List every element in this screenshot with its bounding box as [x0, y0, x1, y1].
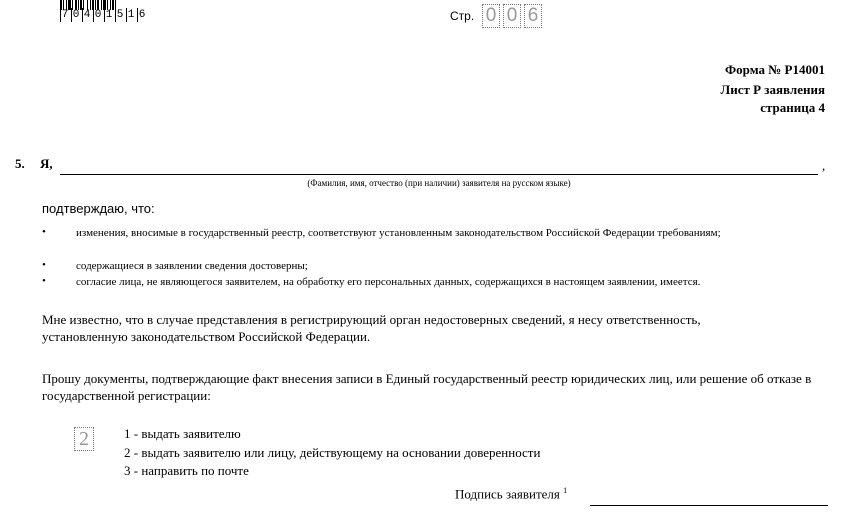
trailing-comma: ,: [822, 158, 826, 173]
page-digit-box[interactable]: 0: [482, 4, 500, 28]
bullet-item: содержащиеся в заявлении сведения достоверны;: [76, 260, 308, 272]
section-pronoun: Я,: [40, 156, 53, 171]
page-label: Стр.: [450, 9, 475, 23]
signature-label: [455, 482, 567, 502]
bullet-icon: •: [42, 259, 46, 271]
signature-field[interactable]: [590, 505, 828, 506]
name-hint: (Фамилия, имя, отчество (при наличии) заявителя на русском языке): [307, 178, 571, 188]
awareness-text: Мне известно, что в случае представления в регистрирующий орган недостоверных сведений, я несу ответственность, установленную законодательством Российской Федерации.: [42, 312, 701, 344]
bullet-item: согласие лица, не являющегося заявителем, на обработку его персональных данных, содержащихся в настоящем заявлении, имеется.: [76, 276, 701, 288]
applicant-name-field[interactable]: [60, 174, 818, 175]
request-text: Прошу документы, подтверждающие факт внесения записи в Единый государственный реестр юридических лиц, или решение об отказе в государственной регистрации:: [42, 371, 812, 403]
page-digit-box[interactable]: 0: [503, 4, 521, 28]
confirm-intro: подтверждаю, что:: [42, 201, 155, 216]
sheet-title: Лист Р заявления: [720, 82, 825, 97]
option-3: 3 - направить по почте: [124, 463, 249, 478]
option-2: 2 - выдать заявителю или лицу, действующему на основании доверенности: [124, 445, 541, 460]
barcode-digit: 0: [94, 9, 104, 21]
barcode-digits: [60, 8, 160, 22]
barcode: [60, 0, 160, 22]
barcode-digit: 1: [105, 9, 115, 21]
form-number: Форма № Р14001: [725, 62, 825, 77]
delivery-choice-box[interactable]: 2: [74, 427, 94, 451]
barcode-digit: 0: [72, 9, 82, 21]
sheet-page: страница 4: [760, 100, 825, 115]
signature-footnote: 1: [563, 486, 568, 495]
bullet-item: изменения, вносимые в государственный реестр, соответствуют установленным законодательством Российской Федерации требованиям;: [76, 227, 721, 239]
option-1: 1 - выдать заявителю: [124, 426, 241, 441]
barcode-digit: 5: [116, 9, 126, 21]
page-digit-box[interactable]: 6: [524, 4, 542, 28]
bullet-icon: •: [42, 226, 46, 238]
signature-label-text: Подпись заявителя: [455, 486, 560, 502]
barcode-digit: 7: [61, 9, 71, 21]
section-number: 5.: [15, 156, 25, 171]
barcode-digit: 1: [127, 9, 137, 21]
bullet-icon: •: [42, 275, 46, 287]
barcode-digit: 4: [83, 9, 93, 21]
barcode-digit: 6: [138, 9, 148, 21]
